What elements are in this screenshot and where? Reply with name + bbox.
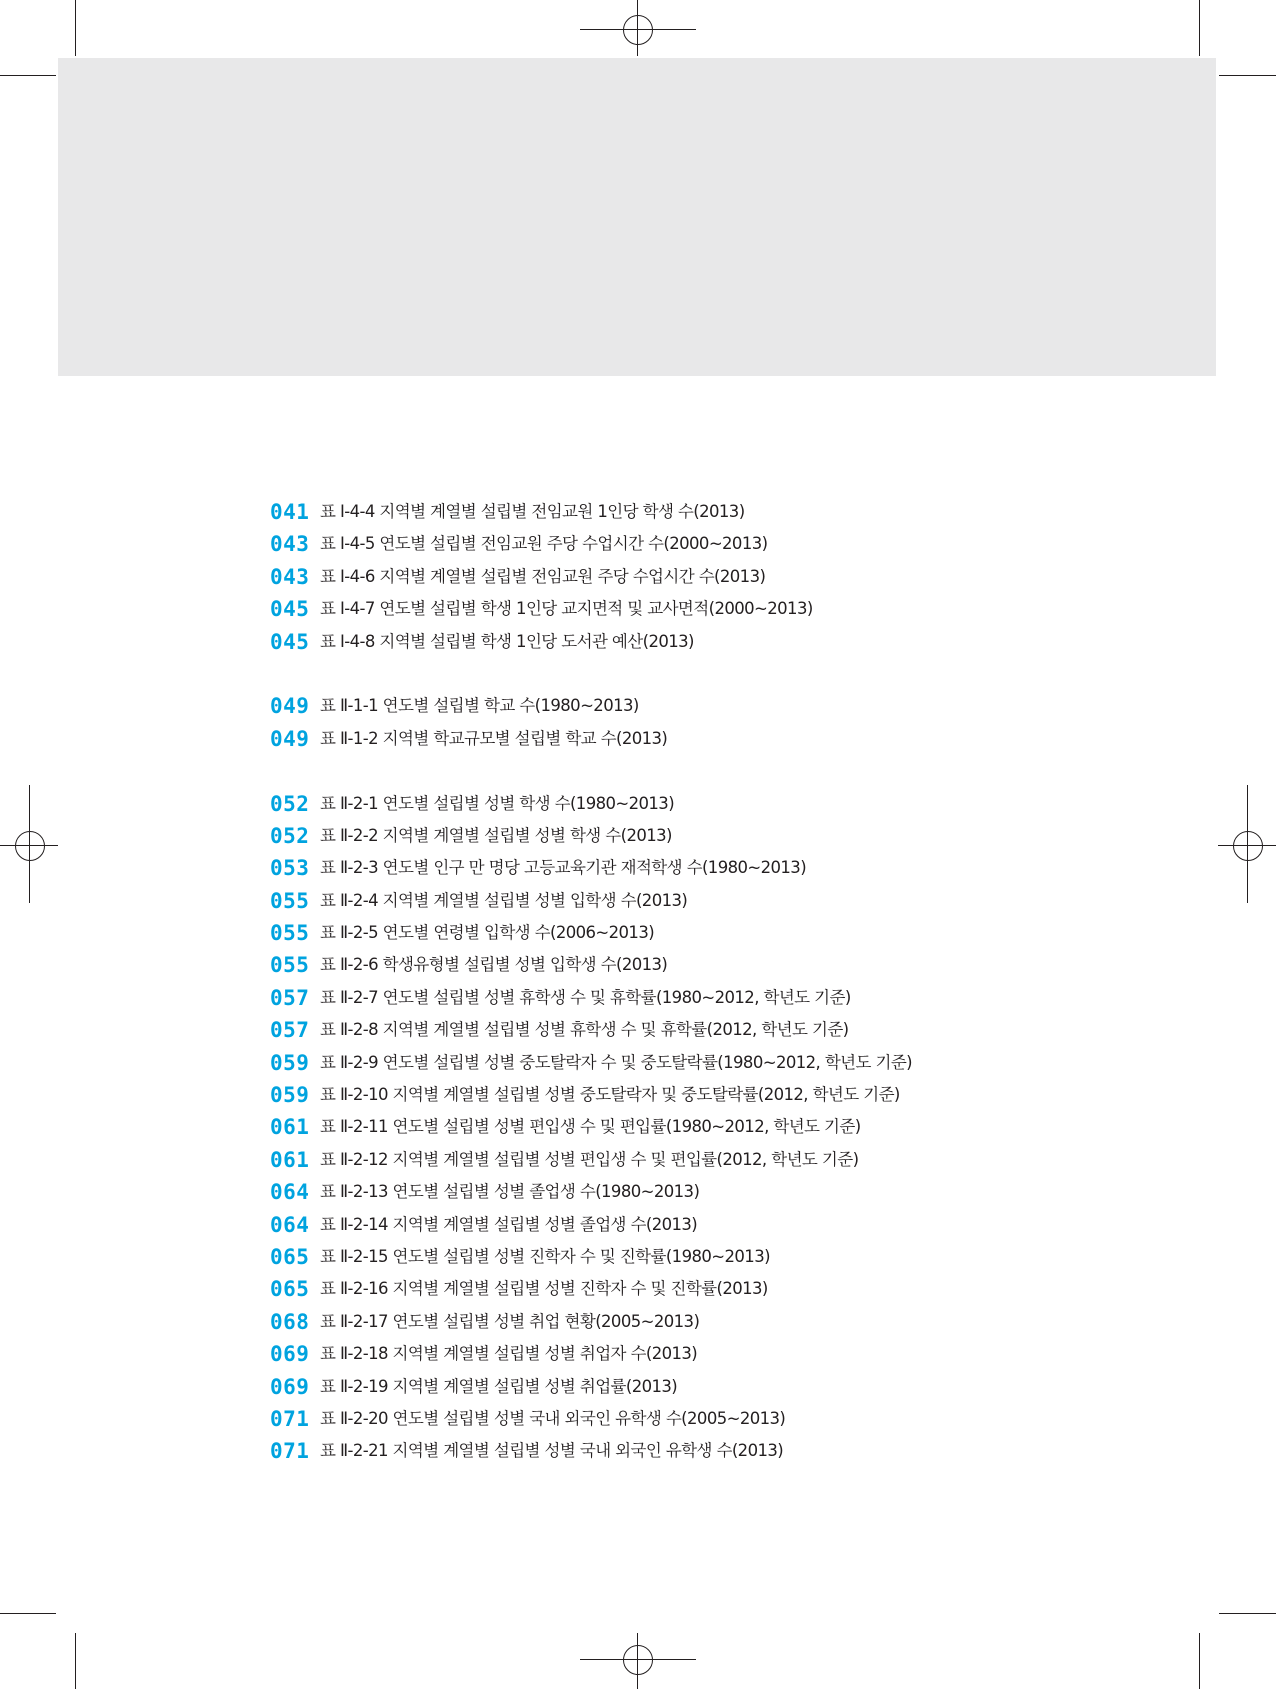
toc-item — [270, 1209, 1230, 1241]
toc-label: 표 Ⅱ-2-2 지역별 계열별 설립별 성별 학생 수(2013) — [320, 825, 672, 845]
toc-page-number: 059 — [270, 1083, 310, 1108]
toc-label: 표 Ⅰ-4-8 지역별 설립별 학생 1인당 도서관 예산(2013) — [320, 631, 694, 651]
toc-label: 표 Ⅱ-2-20 연도별 설립별 성별 국내 외국인 유학생 수(2005~2013) — [320, 1408, 786, 1428]
toc-item — [270, 528, 1230, 560]
toc-page-number: 052 — [270, 823, 310, 848]
toc-page-number: 069 — [270, 1374, 310, 1399]
crop-mark — [0, 75, 56, 76]
toc-item — [270, 982, 1230, 1014]
toc-label: 표 Ⅱ-2-9 연도별 설립별 성별 중도탈락자 수 및 중도탈락률(1980~2012, 학년도 기준) — [320, 1052, 913, 1072]
toc-item — [270, 1176, 1230, 1208]
toc-page-number: 061 — [270, 1147, 310, 1172]
toc-item — [270, 626, 1230, 658]
toc-page-number: 045 — [270, 597, 310, 622]
toc-label: 표 Ⅱ-2-16 지역별 계열별 설립별 성별 진학자 수 및 진학률(2013) — [320, 1279, 768, 1299]
toc-label: 표 Ⅱ-2-8 지역별 계열별 설립별 성별 휴학생 수 및 휴학률(2012, 학년도 기준) — [320, 1020, 849, 1040]
crop-mark — [0, 1613, 56, 1614]
toc-item — [270, 561, 1230, 593]
toc-page-number: 041 — [270, 500, 310, 524]
toc-label: 표 Ⅱ-2-19 지역별 계열별 설립별 성별 취업률(2013) — [320, 1376, 678, 1396]
toc-label: 표 Ⅰ-4-7 연도별 설립별 학생 1인당 교지면적 및 교사면적(2000~2013) — [320, 599, 813, 619]
crop-mark — [1199, 1633, 1200, 1689]
toc-label: 표 Ⅱ-2-21 지역별 계열별 설립별 성별 국내 외국인 유학생 수(2013) — [320, 1441, 784, 1461]
toc-page-number: 069 — [270, 1342, 310, 1367]
toc-label: 표 Ⅱ-2-4 지역별 계열별 설립별 성별 입학생 수(2013) — [320, 890, 688, 910]
crop-mark — [75, 1633, 76, 1689]
toc-label: 표 Ⅱ-2-13 연도별 설립별 성별 졸업생 수(1980~2013) — [320, 1182, 700, 1202]
toc-label: 표 Ⅰ-4-4 지역별 계열별 설립별 전임교원 1인당 학생 수(2013) — [320, 502, 745, 521]
toc-label: 표 Ⅱ-2-12 지역별 계열별 설립별 성별 편입생 수 및 편입률(2012, 학년도 기준) — [320, 1149, 859, 1169]
toc-item — [270, 1111, 1230, 1143]
toc-label: 표 Ⅰ-4-6 지역별 계열별 설립별 전임교원 주당 수업시간 수(2013) — [320, 566, 766, 586]
crop-mark — [75, 0, 76, 56]
toc-page-number: 057 — [270, 1018, 310, 1043]
toc-page-number: 043 — [270, 532, 310, 557]
toc-label: 표 Ⅱ-2-18 지역별 계열별 설립별 성별 취업자 수(2013) — [320, 1344, 698, 1364]
toc-label: 표 Ⅱ-2-3 연도별 인구 만 명당 고등교육기관 재적학생 수(1980~2013) — [320, 858, 807, 878]
crop-mark — [1199, 0, 1200, 56]
header-band — [58, 58, 1216, 376]
toc-page-number: 049 — [270, 726, 310, 751]
toc-item — [270, 1047, 1230, 1079]
toc-item — [270, 788, 1230, 820]
table-of-contents — [270, 496, 1230, 1500]
toc-item — [270, 1241, 1230, 1273]
toc-page-number: 065 — [270, 1277, 310, 1302]
toc-page-number: 064 — [270, 1212, 310, 1237]
toc-label: 표 Ⅱ-2-5 연도별 연령별 입학생 수(2006~2013) — [320, 923, 655, 943]
toc-page-number: 071 — [270, 1406, 310, 1431]
toc-page-number: 059 — [270, 1050, 310, 1075]
toc-item — [270, 1273, 1230, 1305]
toc-page-number: 052 — [270, 791, 310, 816]
toc-page-number: 055 — [270, 921, 310, 946]
toc-item — [270, 593, 1230, 625]
toc-item — [270, 496, 1230, 528]
toc-page-number: 055 — [270, 888, 310, 913]
toc-group — [270, 496, 1230, 658]
toc-label: 표 Ⅱ-2-17 연도별 설립별 성별 취업 현황(2005~2013) — [320, 1311, 700, 1331]
toc-item — [270, 690, 1230, 722]
toc-label: 표 Ⅱ-2-1 연도별 설립별 성별 학생 수(1980~2013) — [320, 793, 675, 813]
toc-label: 표 Ⅱ-2-6 학생유형별 설립별 성별 입학생 수(2013) — [320, 955, 668, 975]
toc-item — [270, 852, 1230, 884]
toc-page-number: 061 — [270, 1115, 310, 1140]
toc-page-number: 045 — [270, 629, 310, 654]
toc-item — [270, 1079, 1230, 1111]
toc-item — [270, 917, 1230, 949]
crop-mark — [1219, 75, 1276, 76]
toc-item — [270, 723, 1230, 755]
toc-page-number: 049 — [270, 694, 310, 719]
toc-item — [270, 1403, 1230, 1435]
toc-item — [270, 1306, 1230, 1338]
toc-page-number: 053 — [270, 856, 310, 881]
toc-group — [270, 788, 1230, 1468]
toc-label: 표 Ⅱ-2-7 연도별 설립별 성별 휴학생 수 및 휴학률(1980~2012, 학년도 기준) — [320, 987, 851, 1007]
toc-label: 표 Ⅱ-2-14 지역별 계열별 설립별 성별 졸업생 수(2013) — [320, 1214, 698, 1234]
toc-item — [270, 1338, 1230, 1370]
toc-page-number: 043 — [270, 564, 310, 589]
toc-item — [270, 1371, 1230, 1403]
toc-page-number: 055 — [270, 953, 310, 978]
toc-item — [270, 1435, 1230, 1467]
toc-item — [270, 1014, 1230, 1046]
toc-item — [270, 885, 1230, 917]
toc-label: 표 Ⅱ-1-1 연도별 설립별 학교 수(1980~2013) — [320, 696, 639, 716]
toc-page-number: 064 — [270, 1180, 310, 1205]
crop-mark — [1219, 1613, 1276, 1614]
toc-label: 표 Ⅰ-4-5 연도별 설립별 전임교원 주당 수업시간 수(2000~2013) — [320, 534, 768, 554]
toc-label: 표 Ⅱ-2-15 연도별 설립별 성별 진학자 수 및 진학률(1980~2013) — [320, 1246, 770, 1266]
toc-label: 표 Ⅱ-2-10 지역별 계열별 설립별 성별 중도탈락자 및 중도탈락률(2012, 학년도 기준) — [320, 1085, 900, 1105]
toc-item — [270, 1144, 1230, 1176]
toc-page-number: 057 — [270, 985, 310, 1010]
toc-item — [270, 949, 1230, 981]
toc-page-number: 068 — [270, 1309, 310, 1334]
toc-label: 표 Ⅱ-2-11 연도별 설립별 성별 편입생 수 및 편입률(1980~2012, 학년도 기준) — [320, 1117, 861, 1137]
toc-group — [270, 690, 1230, 755]
toc-label: 표 Ⅱ-1-2 지역별 학교규모별 설립별 학교 수(2013) — [320, 728, 668, 748]
toc-page-number: 071 — [270, 1439, 310, 1464]
toc-page-number: 065 — [270, 1244, 310, 1269]
toc-item — [270, 820, 1230, 852]
